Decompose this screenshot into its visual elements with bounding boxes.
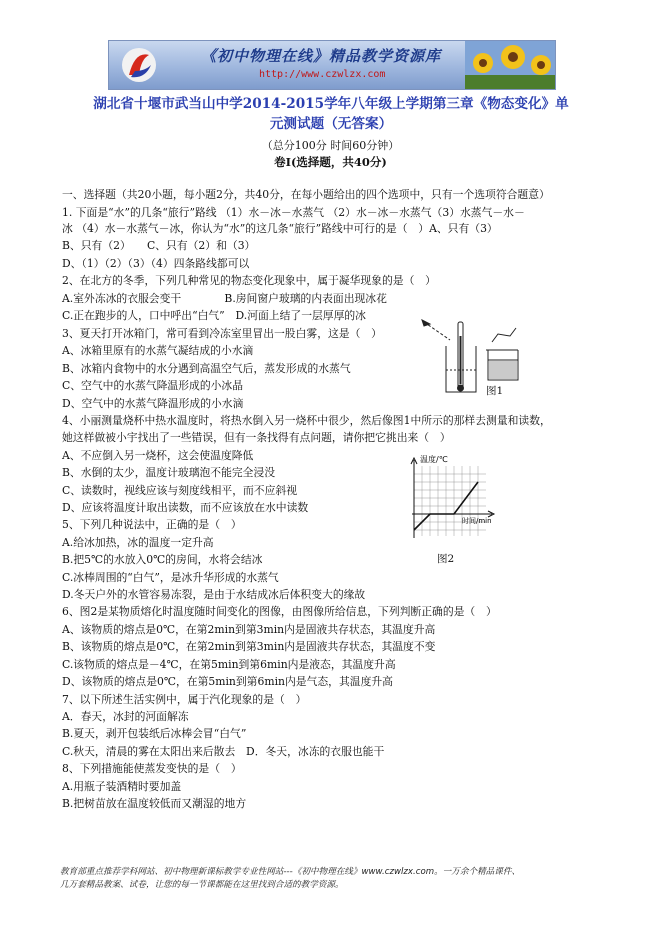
- part-heading: 卷Ⅰ(选择题，共40分): [274, 155, 387, 169]
- site-banner: [108, 40, 556, 90]
- figure-2-x-axis-label: 时间/min: [462, 517, 492, 525]
- figure-1-caption: 图1: [486, 385, 504, 397]
- text-line: 一、选择题（共20小题，每小题2分，共40分，在每小题给出的四个选项中，只有一个选项符合题意）: [62, 188, 550, 201]
- text-line: C、读数时，视线应该与刻度线相平，而不应斜视: [62, 484, 297, 497]
- text-line: 她这样做被小宇找出了一些错误，但有一条找得有点问题，请你把它挑出来（ ）: [62, 431, 451, 444]
- text-line: 冰 （4）水－水蒸气－冰，你认为“水”的这几条“旅行”路线中可行的是（ ）A、只有（3）: [62, 222, 498, 235]
- text-line: 4、小丽测量烧杯中热水温度时，将热水倒入另一烧杯中很少，然后像图1中所示的那样去测量和读数，: [62, 414, 551, 427]
- text-line: B、只有（2） C、只有（2）和（3）: [62, 239, 256, 252]
- text-line: 1. 下面是“水”的几条“旅行”路线 （1）水－冰－水蒸气 （2）水－冰－水蒸气（3）水蒸气－水－: [62, 206, 525, 219]
- text-line: B、该物质的熔点是0℃，在第2min到第3min内是固液共存状态，其温度不变: [62, 640, 436, 653]
- text-line: C.冰棒周围的“白气”，是冰升华形成的水蒸气: [62, 571, 279, 584]
- text-line: C.正在跑步的人，口中呼出“白气” D.河面上结了一层厚厚的冰: [62, 309, 366, 322]
- text-line: B.夏天，剥开包装纸后冰棒会冒“白气”: [62, 727, 247, 740]
- text-line: 5、下列几种说法中，正确的是（ ）: [62, 518, 242, 531]
- text-line: B、水倒的太少，温度计玻璃泡不能完全浸没: [62, 466, 276, 479]
- banner-url: http://www.czwlzx.com: [259, 69, 386, 80]
- sunflower-image: [465, 41, 555, 89]
- text-line: B.把树苗放在温度较低而又潮湿的地方: [62, 797, 247, 810]
- footer-line1: 教育部重点推荐学科网站、初中物理新课标教学专业性网站---《初中物理在线》www.czwlzx.com。一万余个精品课件、: [60, 867, 521, 877]
- text-line: D、（1）（2）（3）（4）四条路线都可以: [62, 257, 250, 270]
- text-line: C.秋天，清晨的雾在太阳出来后散去 D．冬天，冰冻的衣服也能干: [62, 745, 385, 758]
- text-line: 6、图2是某物质熔化时温度随时间变化的图像，由图像所给信息，下列判断正确的是（ ）: [62, 605, 497, 618]
- text-line: D、应该将温度计取出读数，而不应该放在水中读数: [62, 501, 309, 514]
- text-line: A.室外冻冰的衣服会变干 B.房间窗户玻璃的内表面出现冰花: [62, 292, 387, 305]
- text-line: C.该物质的熔点是－4℃，在第5min到第6min内是液态，其温度升高: [62, 658, 396, 671]
- figure-2-caption: 图2: [437, 553, 455, 565]
- footer-line2: 几万套精品教案、试卷，让您的每一节课都能在这里找到合适的教学资源。: [60, 880, 344, 890]
- text-line: A、该物质的熔点是0℃，在第2min到第3min内是固液共存状态，其温度升高: [62, 623, 436, 636]
- doc-title-line2: 元测试题（无答案）: [269, 116, 393, 132]
- figure-2-temperature-graph: [400, 452, 504, 540]
- text-line: 2、在北方的冬季，下列几种常见的物态变化现象中，属于凝华现象的是（ ）: [62, 274, 436, 287]
- figure-2-y-axis-label: 温度/℃: [420, 455, 448, 464]
- text-line: A．春天，冰封的河面解冻: [62, 710, 189, 723]
- text-line: 7、以下所述生活实例中，属于汽化现象的是（ ）: [62, 693, 307, 706]
- doc-title-line1: 湖北省十堰市武当山中学2014-2015学年八年级上学期第三章《物态变化》单: [93, 96, 569, 112]
- text-line: 3、夏天打开冰箱门，常可看到冷冻室里冒出一股白雾，这是（ ）: [62, 327, 382, 340]
- text-line: 8、下列措施能使蒸发变快的是（ ）: [62, 762, 242, 775]
- text-line: C、空气中的水蒸气降温形成的小冰晶: [62, 379, 244, 392]
- text-line: D、空气中的水蒸气降温形成的小水滴: [62, 397, 244, 410]
- text-line: B.把5℃的水放入0℃的房间，水将会结冰: [62, 553, 263, 566]
- text-line: A、冰箱里原有的水蒸气凝结成的小水滴: [62, 344, 254, 357]
- banner-title: 《初中物理在线》精品教学资源库: [201, 47, 442, 65]
- page-footer: [60, 866, 620, 892]
- text-line: A.用瓶子装酒精时要加盖: [62, 780, 182, 793]
- text-line: A.给冰加热，冰的温度一定升高: [62, 536, 214, 549]
- text-line: D.冬天户外的水管容易冻裂，是由于水结成冰后体积变大的缘故: [62, 588, 366, 601]
- doc-subtitle: （总分100分 时间60分钟）: [261, 139, 400, 152]
- text-line: B、冰箱内食物中的水分遇到高温空气后，蒸发形成的水蒸气: [62, 362, 351, 375]
- text-line: A、不应倒入另一烧杯，这会使温度降低: [62, 449, 254, 462]
- text-line: D、该物质的熔点是0℃，在第5min到第6min内是气态，其温度升高: [62, 675, 393, 688]
- site-logo-icon: [119, 45, 159, 85]
